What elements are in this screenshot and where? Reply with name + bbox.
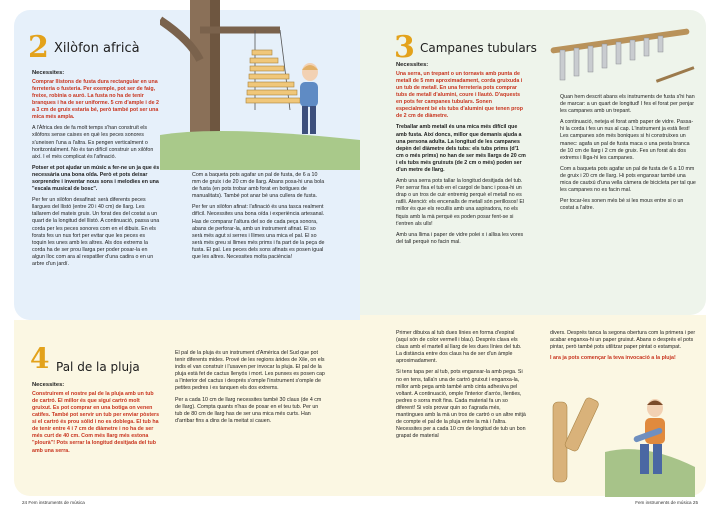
section-number: 3 bbox=[394, 30, 415, 65]
needs-text: Construirem el nostre pal de la pluja amb un tub de cartró. El millor és que siguí cartró molt gruixut. Es pot comprar en una botiga on venen catifes. També pot servir un tub per enviar pòsters si el cartró és prou sòlid i no es doblega. El tub ha de tenir entre 4 i 7 cm de diàmetre i no ha de ser més curt de 40 cm. Com més llarg més estona "plourà"! Pots serrar la longitud desitjada del tub amb una serra. bbox=[32, 390, 160, 454]
tubular-bells-illustration bbox=[550, 18, 700, 88]
paragraph: Per fer un xilòfon afinat: l'afinació és una tasca realment difícil. Necessites una bona oïda i experiència artesanal. Has de comparar l'altura del so de cada peça sonora, abans de perforar-la, amb un instrument afinat. El so serà més agut si serres i llimes una mica el pal. El so serà més greu si llimes més prims i fa part de la peça de fusta. El pal. Les peces dels sons afinats es posen igual que les altres. Necessites molta paciència! bbox=[192, 204, 325, 261]
needs-text: Una serra, un trepant o un tornavís amb punta de metall de 5 mm aproximadament, corda gruixuda i un tub de metall. En una ferreteria pots comprar tubs de metall d'alumini, coure i llautó. D'aquests en pots fer campanes tubulars. Sonen especialment bé els tubs d'alumini que tenen prop de 2 cm de diàmetre. bbox=[396, 70, 523, 120]
rainstick-col-1 bbox=[396, 330, 526, 444]
section-number: 4 bbox=[30, 342, 50, 375]
section-title: Campanes tubulars bbox=[420, 41, 537, 55]
paragraph: A l'Àfrica des de fa molt temps s'han construït els xilòfons sense caixes en què les peces sonores s'uneixen l'una a l'altra. Es pengen verticalment o horitzontalment. No és tan difícil construir un xilòfon així. I el més complicat és l'afinació. bbox=[32, 125, 154, 160]
paragraph: divers. Després tanca la segona obertura com la primera i per acabar enganxa-hi un paper gruixut. Abans o després el pots pintar, però també pots utilitzar paper pintat o estampat. bbox=[550, 330, 696, 351]
section-number: 2 bbox=[28, 30, 49, 65]
paragraph: Com a baqueta pots agafar un pal de fusta de 6 a 10 mm de gruix i 20 cm de llarg. Hi pots enganxar també una mica de cautxú d'una vella càmera de bicicleta per tal que les campanes no es facin mal. bbox=[560, 165, 696, 194]
xylophone-right-column bbox=[192, 172, 326, 265]
paragraph: Potser et pot ajudar un músic a fer-ne un ja que és necessària una bona oïda. Però et pots deixar sorprendre i inventar nous sons i melodies en una "escala musical de bosc". bbox=[32, 164, 160, 193]
paragraph: Per tocar-les sonen més bé si les mous entre si o un costat a l'altre. bbox=[560, 198, 684, 212]
paragraph: Si tens tapa per al tub, pots enganxar-la amb pega. Si no en tens, talla'n una de cartró gruixut i enganxa-la, millor amb pega amb també amb cinta adhesiva pel voltant. A continuació, omple l'interior d'arròs, llenties, pedres o sorra molt fina. Cada material fa un so diferent! Si vols provar quin so t'agrada més, mantingues amb la mà un tros de cartró o un altre mitjà de compte el pal de la pluja entre la mà i l'altra. Necessites per a cada 10 cm de longitud de tub un bon grapat de material bbox=[396, 369, 526, 440]
bells-right-column bbox=[560, 94, 696, 216]
paragraph: Quan hem descrit abans els instruments de fusta s'hi han de marcar: a un quart de longitud! I fes el forat per penjar les campanes amb un trepant. bbox=[560, 94, 695, 115]
rainstick-col-2 bbox=[550, 330, 700, 366]
section-title: Xilòfon africà bbox=[54, 41, 140, 56]
rainstick-right-column bbox=[175, 350, 325, 429]
paragraph: El pal de la pluja és un instrument d'Amèrica del Sud que pot tenir diferents mides. Prové de les regions àrides de Xile, on els indis el van construir i l'usaven per invocar la pluja. El pal de la pluja està fet de cactus llenyós i mort. Les punxes es posen cap a l'interior del cactus i després s'omple l'instrument s'omple de petites pedres i es tanquen els dos extrems. bbox=[175, 350, 325, 392]
needs-text: Comprar llistons de fusta dura rectangular en una ferreteria o fusteria. Per exemple, pot ser de faig, freixe, robínia o auró. La fusta no ha de tenir branques i ha de ser uniforme. 5 cm d'ample i de 2 a 3 cm de gruix estaria bé, però també pot ser una mica més ampla. bbox=[32, 78, 159, 121]
page-footer: 24 Fem instruments de música bbox=[22, 500, 85, 505]
paragraph: Com a baqueta pots agafar un pal de fusta, de 6 a 10 mm de gruix i de 20 cm de llarg. Abans posa-hi una bola de fusta (en pots trobar amb forat en botigues de manualitats). També pot anar bé una cullera de fusta. bbox=[192, 172, 325, 200]
paragraph: I ara ja pots començar la teva invocació a la pluja! bbox=[550, 355, 676, 362]
xylophone-left-column bbox=[32, 70, 160, 272]
needs-heading: Necessites: bbox=[396, 62, 429, 68]
paragraph: Per fer un xilòfon desafinat: serà diferents peces llargues del llistó (entre 20 i 40 cm) de llarg. Les tallarem del mateix gruix. Un forat des del costat a un quart de la longitud del llistó. A continuació, passa una corda per les peces sonores com en el dibuix. En els forats fes un nus fort per evitar que les peces es toquin les unes amb les altres. Als dos extrems la corda ha de ser prou llarga per poder posar-la en algun lloc com ara al respatller d'una cadira o en un arbre d'un jardí. bbox=[32, 197, 160, 268]
paragraph: Per a cada 10 cm de llarg necessites també 30 claus (de 4 cm de llarg). Compta quants n'has de posar en el teu tub. Per un tub de 80 cm de llarg has de ser una mica més curts. Han d'arribar fins a dins de la meitat si cauen. bbox=[175, 396, 322, 424]
bells-left-column bbox=[396, 62, 526, 250]
paragraph: A continuació, neteja el forat amb paper de vidre. Passa-hi la corda i fes un nus al cap. L'instrument ja està llest! Les campanes són més boniques si hi construïxes un manec: agafa un pal de fusta maca o una pesta branca de 10 cm de llarg i 2 cm de gruix. Fes un forat als dos extrems i lliga-hi les campanes. bbox=[560, 119, 694, 161]
rainstick-left-column bbox=[32, 382, 160, 459]
xylophone-illustration bbox=[160, 0, 360, 170]
needs-heading: Necessites: bbox=[32, 70, 65, 76]
section-title: Pal de la pluja bbox=[56, 360, 140, 374]
rainstick-illustration bbox=[545, 372, 705, 497]
paragraph: Amb una serra pots tallar la longitud desitjada del tub. Per serrar fixa el tub en el cargol de banc i posa-hi un drap o un tros de cuir entremig perquè el metall no es ratlli. Atenció: els encenalls de metall són perillosos! El millor és que els recullis amb una aspiradora, no els fiquis amb la mà perquè es poden posar fent-se si t'entren als ulls! bbox=[396, 178, 525, 227]
paragraph: Amb una llima i paper de vidre polei x i allisa les vores del tall perquè no facin mal. bbox=[396, 231, 524, 245]
page-footer: Fem instruments de música 25 bbox=[635, 500, 698, 505]
right-page bbox=[360, 0, 720, 509]
paragraph: Treballar amb metall és una mica més difícil que amb fusta. Així doncs, millor que demanis ajuda a una persona adulta. La longitud de les campanes depèn del diàmetre dels tubs: els tubs prims (d'1 cm o més prims) no han de ser més llargs de 20 cm i els tubs més gruixuts (de 2 cm o més) poden ser d'un metre de llarg. bbox=[396, 124, 526, 173]
paragraph: Primer dibuixa al tub dues línies en forma d'espiral (aquí són de color vermell i blau). Després clava els claus amb el martell al llarg de les dues línies del tub. La distància entre dos claus ha de ser d'un àmple aproximadament. bbox=[396, 330, 522, 365]
needs-heading: Necessites: bbox=[32, 382, 65, 388]
